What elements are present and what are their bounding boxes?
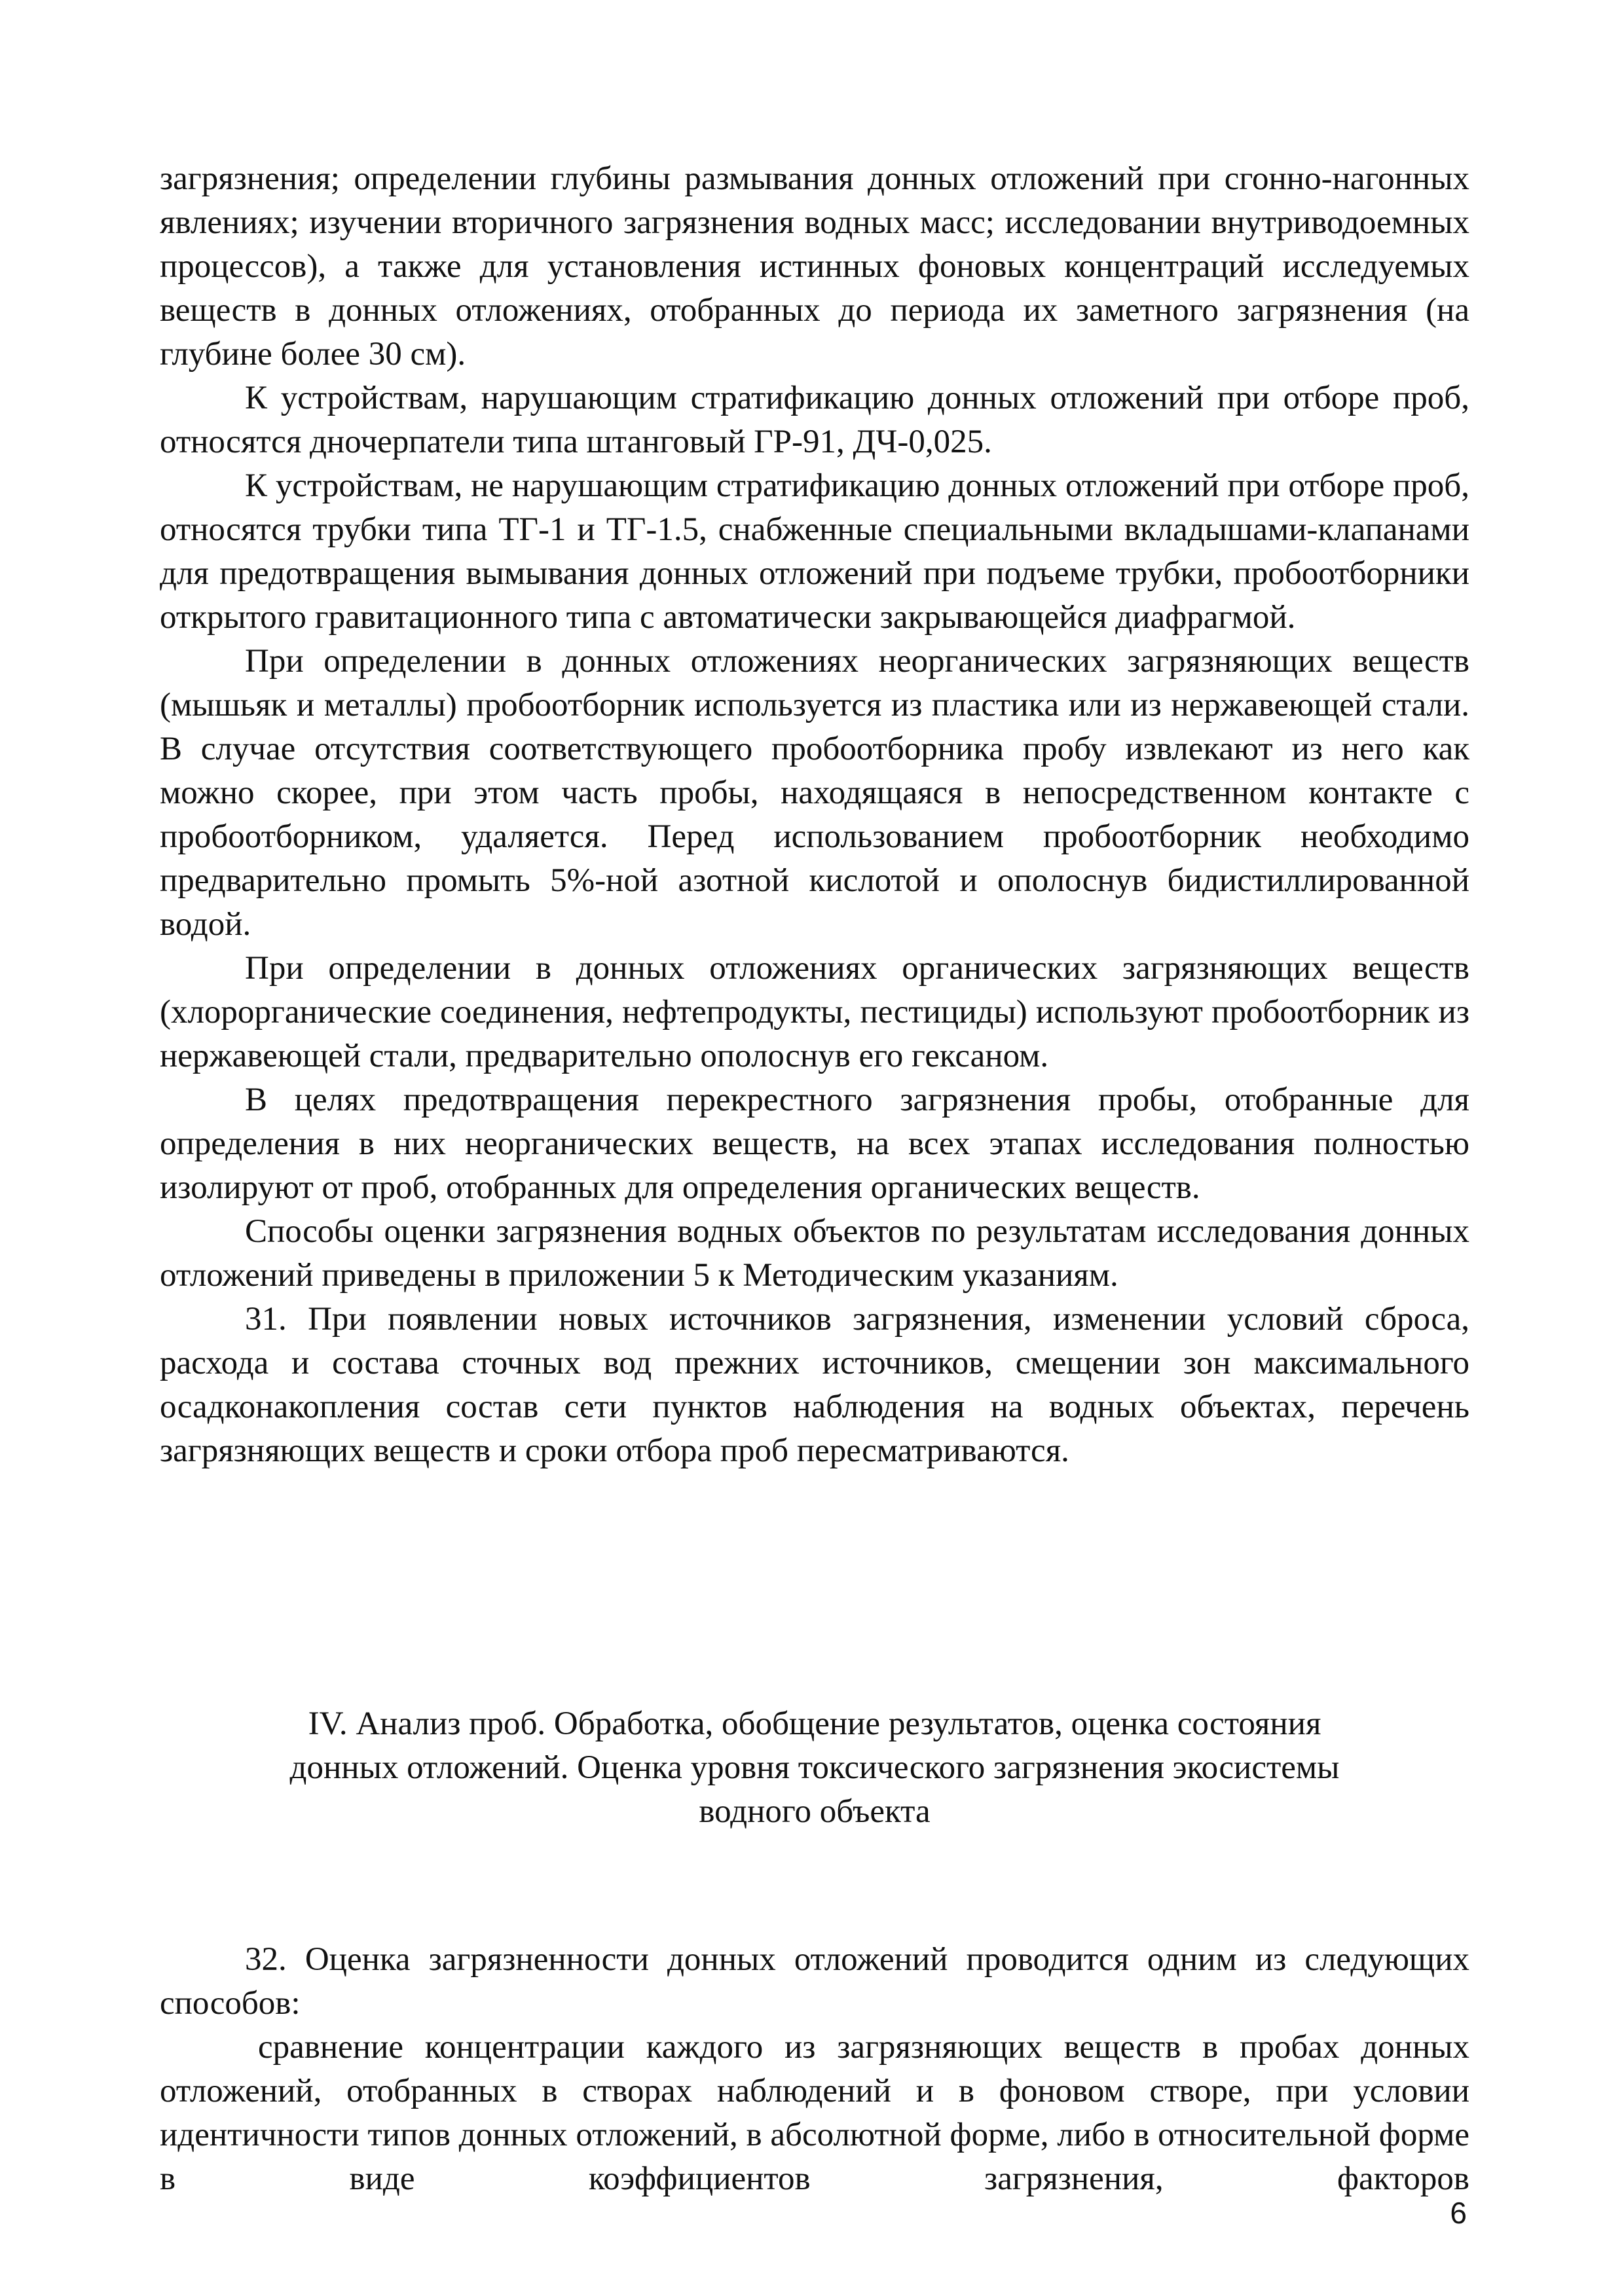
section-heading-line: водного объекта — [699, 1793, 931, 1830]
paragraph-comparison-method: сравнение концентрации каждого из загрязняющих веществ в пробах донных отложений, отобранных в створах наблюдений и в фоновом створе, при условии идентичности типов донных отложений, в абсолютной форме, либо в относительной форме в виде коэффициентов загрязнения, факторов — [160, 2029, 1469, 2197]
paragraph-continuation: загрязнения; определении глубины размывания донных отложений при сгонно-нагонных явлениях; изучении вторичного загрязнения водных масс; исследовании внутриводоемных процессов), а также для установления истинных фоновых концентраций исследуемых веществ в донных отложениях, отобранных до периода их заметного загрязнения (на глубине более 30 см). — [160, 160, 1469, 373]
paragraph-organic-sampling: При определении в донных отложениях органических загрязняющих веществ (хлорорганические соединения, нефтепродукты, пестициды) используют пробоотборник из нержавеющей стали, предварительно ополоснув его гексаном. — [160, 950, 1469, 1074]
paragraph-assessment-methods: Способы оценки загрязнения водных объектов по результатам исследования донных отложений приведены в приложении 5 к Методическим указаниям. — [160, 1213, 1469, 1294]
paragraph-item-31: 31. При появлении новых источников загрязнения, изменении условий сброса, расхода и состава сточных вод прежних источников, смещении зон максимального осадконакопления состав сети пунктов наблюдения на водных объектах, перечень загрязняющих веществ и сроки отбора проб пересматриваются. — [160, 1301, 1469, 1469]
section-heading-line: донных отложений. Оценка уровня токсического загрязнения экосистемы — [289, 1749, 1340, 1786]
paragraph-inorganic-sampling: При определении в донных отложениях неорганических загрязняющих веществ (мышьяк и металлы) пробоотборник используется из пластика или из нержавеющей стали. В случае отсутствия соответствующего пробоотборника пробу извлекают из него как можно скорее, при этом часть пробы, находящаяся в непосредственном контакте с пробоотборником, удаляется. Перед использованием пробоотборник необходимо предварительно промыть 5%-ной азотной кислотой и ополоснув бидистиллированной водой. — [160, 643, 1469, 943]
page-number: 6 — [1450, 2196, 1467, 2230]
body-text-top — [160, 157, 1469, 1473]
paragraph-item-32: 32. Оценка загрязненности донных отложений проводится одним из следующих способов: — [160, 1941, 1469, 2022]
section-heading-line: IV. Анализ проб. Обработка, обобщение результатов, оценка состояния — [308, 1705, 1321, 1742]
body-text-bottom — [160, 1938, 1469, 2201]
paragraph-cross-contamination: В целях предотвращения перекрестного загрязнения пробы, отобранные для определения в них неорганических веществ, на всех этапах исследования полностью изолируют от проб, отобранных для определения органических веществ. — [160, 1082, 1469, 1206]
paragraph-stratification-disturbing: К устройствам, нарушающим стратификацию донных отложений при отборе проб, относятся дночерпатели типа штанговый ГР-91, ДЧ-0,025. — [160, 380, 1469, 460]
section-heading-iv — [160, 1702, 1469, 1834]
paragraph-stratification-preserving: К устройствам, не нарушающим стратификацию донных отложений при отборе проб, относятся трубки типа ТГ-1 и ТГ-1.5, снабженные специальными вкладышами-клапанами для предотвращения вымывания донных отложений при подъеме трубки, пробоотборники открытого гравитационного типа с автоматически закрывающейся диафрагмой. — [160, 467, 1469, 636]
